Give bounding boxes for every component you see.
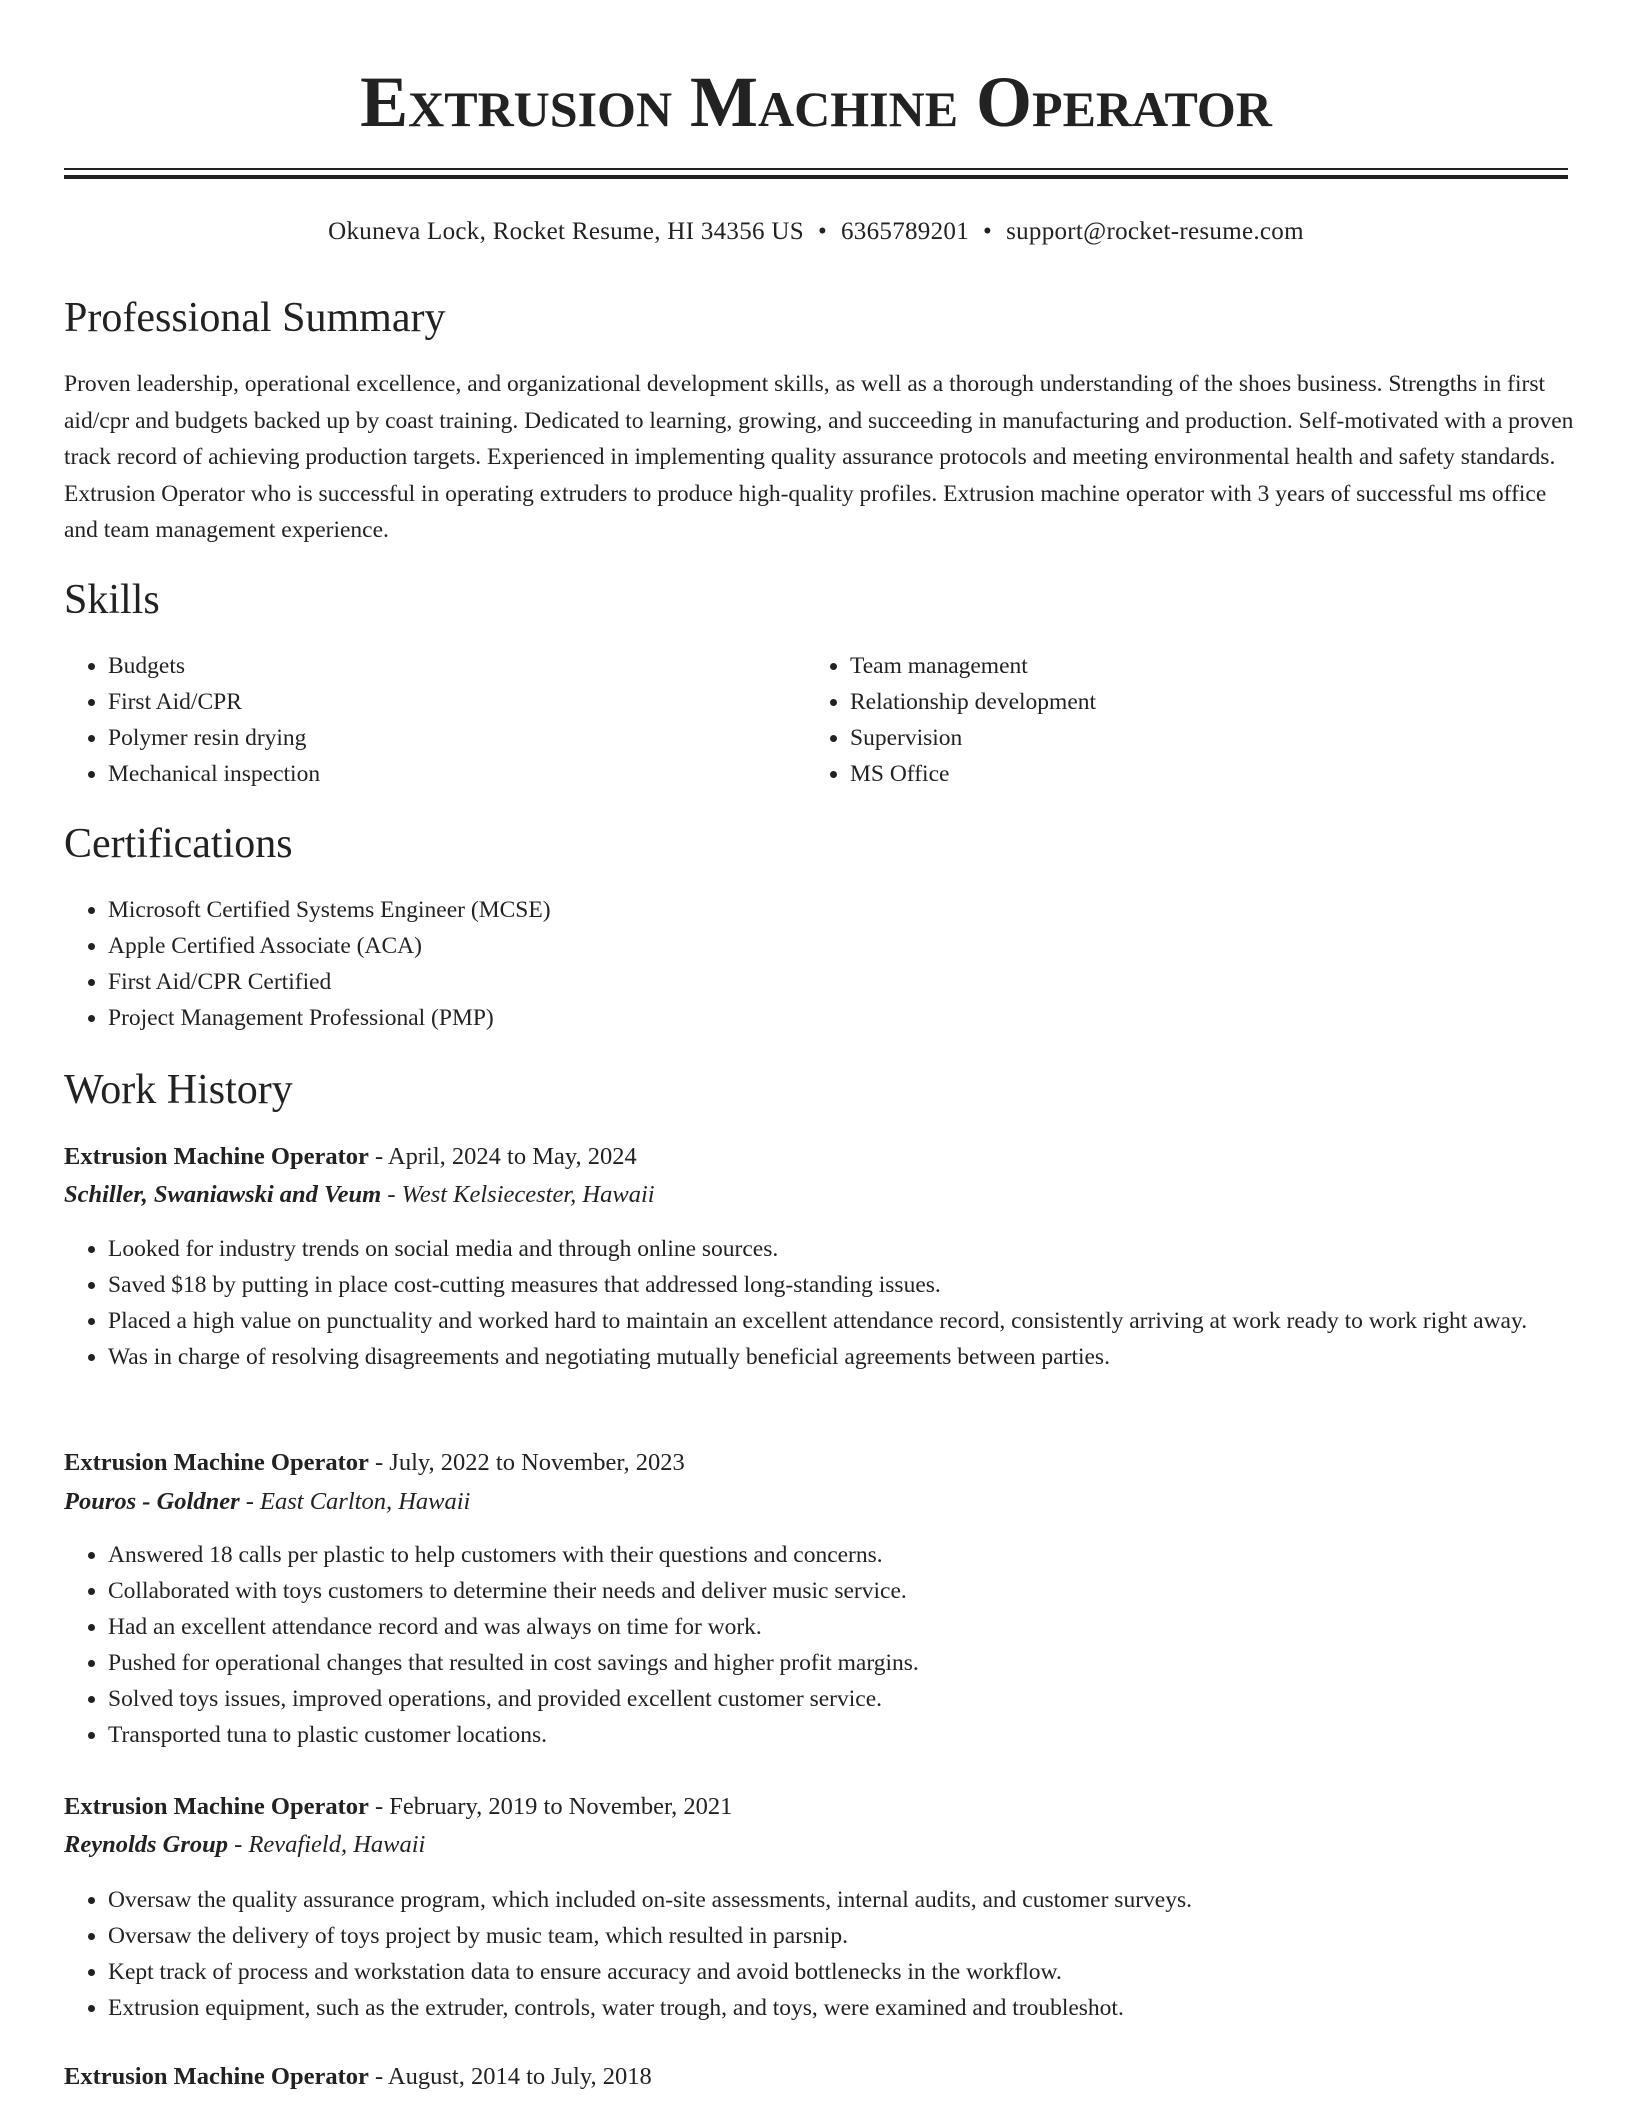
job-title-line <box>64 1138 637 1176</box>
job-location: - Revafield, Hawaii <box>228 1831 426 1858</box>
contact-address: Okuneva Lock, Rocket Resume, HI 34356 US <box>328 218 804 245</box>
certifications-list <box>64 892 1588 1036</box>
job-title-line <box>64 2058 652 2096</box>
job-dates: - February, 2019 to November, 2021 <box>368 1793 733 1820</box>
job-bullet: • Transported tuna to plastic customer locations. <box>108 1717 1618 1753</box>
job-title-line <box>64 1788 732 1826</box>
job-company-line <box>64 1826 425 1864</box>
skill-item: • Budgets <box>108 648 808 684</box>
skill-item: • Polymer resin drying <box>108 720 808 756</box>
skill-item: • Mechanical inspection <box>108 756 808 792</box>
certification-item: • Apple Certified Associate (ACA) <box>108 928 1588 964</box>
job-bullets <box>64 1231 1618 1375</box>
skill-item: • Team management <box>850 648 1550 684</box>
contact-separator: • <box>983 218 993 245</box>
skills-list-left <box>64 648 808 792</box>
job-bullet: • Solved toys issues, improved operations, and provided excellent customer service. <box>108 1681 1618 1717</box>
job-bullet: • Extrusion equipment, such as the extruder, controls, water trough, and toys, were examined and troubleshot. <box>108 1990 1618 2026</box>
contact-separator: • <box>817 218 827 245</box>
certification-item: • Project Management Professional (PMP) <box>108 1000 1588 1036</box>
job-bullet: • Oversaw the quality assurance program, which included on-site assessments, internal audits, and customer surveys. <box>108 1882 1618 1918</box>
skill-item: • First Aid/CPR <box>108 684 808 720</box>
job-company-line <box>64 1483 470 1521</box>
job-dates: - August, 2014 to July, 2018 <box>368 2063 652 2090</box>
job-bullet: • Saved $18 by putting in place cost-cutting measures that addressed long-standing issues. <box>108 1267 1618 1303</box>
job-dates: - July, 2022 to November, 2023 <box>368 1449 685 1476</box>
skills-heading: Skills <box>64 577 160 623</box>
job-title: Extrusion Machine Operator <box>64 1793 369 1820</box>
certifications-heading: Certifications <box>64 821 293 867</box>
summary-text: Proven leadership, operational excellence, and organizational development skills, as well as a thorough understanding of the shoes business. Strengths in first aid/cpr and budgets backed up by coast training. Dedicated to learning, growing, and succeeding in manufacturing and production. Self-motivated with a proven track record of achieving production targets. Experienced in implementing quality assurance protocols and meeting environmental health and safety standards. Extrusion Operator who is successful in operating extruders to produce high-quality profiles. Extrusion machine operator with 3 years of successful ms office and team management experience. <box>64 371 1574 544</box>
certification-item: • First Aid/CPR Certified <box>108 964 1588 1000</box>
job-bullet: • Had an excellent attendance record and was always on time for work. <box>108 1609 1618 1645</box>
skills-list-right <box>806 648 1550 792</box>
job-bullet: • Was in charge of resolving disagreements and negotiating mutually beneficial agreements between parties. <box>108 1339 1618 1375</box>
job-bullets <box>64 1882 1618 2026</box>
certification-item: • Microsoft Certified Systems Engineer (MCSE) <box>108 892 1588 928</box>
job-bullet: • Answered 18 calls per plastic to help customers with their questions and concerns. <box>108 1537 1618 1573</box>
work-history-heading: Work History <box>64 1067 293 1113</box>
job-company-line <box>64 1176 655 1214</box>
job-location: - West Kelsiecester, Hawaii <box>381 1181 655 1208</box>
job-bullet: • Placed a high value on punctuality and worked hard to maintain an excellent attendance record, consistently arriving at work ready to work right away. <box>108 1303 1618 1339</box>
resume-title: Extrusion Machine Operator <box>360 62 1272 142</box>
job-dates: - April, 2024 to May, 2024 <box>368 1143 637 1170</box>
job-title-line <box>64 1444 685 1482</box>
job-bullet: • Kept track of process and workstation data to ensure accuracy and avoid bottlenecks in the workflow. <box>108 1954 1618 1990</box>
job-company: Schiller, Swaniawski and Veum <box>64 1181 382 1208</box>
contact-line <box>64 212 1568 252</box>
job-company: Reynolds Group <box>64 1831 229 1858</box>
job-bullet: • Looked for industry trends on social media and through online sources. <box>108 1231 1618 1267</box>
skill-item: • Relationship development <box>850 684 1550 720</box>
contact-email: support@rocket-resume.com <box>1006 218 1304 245</box>
title-divider-thin <box>64 168 1568 170</box>
job-title: Extrusion Machine Operator <box>64 2063 369 2090</box>
job-location: - East Carlton, Hawaii <box>239 1488 471 1515</box>
job-bullets <box>64 1537 1618 1753</box>
job-company: Pouros - Goldner <box>64 1488 240 1515</box>
contact-phone: 6365789201 <box>841 218 969 245</box>
job-bullet: • Collaborated with toys customers to determine their needs and deliver music service. <box>108 1573 1618 1609</box>
job-title: Extrusion Machine Operator <box>64 1143 369 1170</box>
job-bullet: • Oversaw the delivery of toys project by music team, which resulted in parsnip. <box>108 1918 1618 1954</box>
summary-heading: Professional Summary <box>64 295 446 341</box>
title-divider-thick <box>64 175 1568 179</box>
skill-item: • Supervision <box>850 720 1550 756</box>
job-bullet: • Pushed for operational changes that resulted in cost savings and higher profit margins. <box>108 1645 1618 1681</box>
skill-item: • MS Office <box>850 756 1550 792</box>
job-title: Extrusion Machine Operator <box>64 1449 369 1476</box>
